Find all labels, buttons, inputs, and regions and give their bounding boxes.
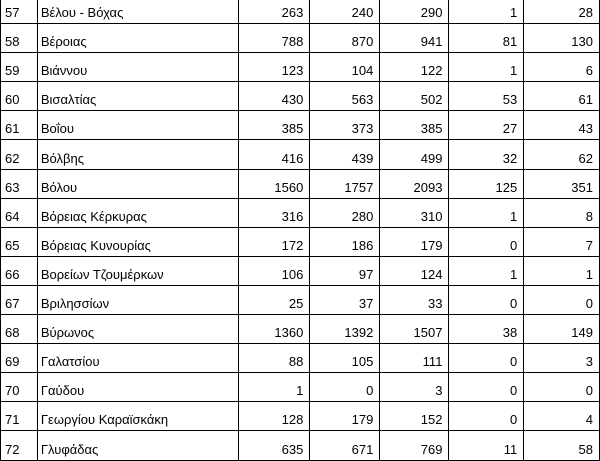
value-cell-col-1: 263 xyxy=(238,0,310,24)
value-cell-col-2: 0 xyxy=(310,373,380,402)
value-cell-col-2: 179 xyxy=(310,402,380,431)
row-number-cell: 69 xyxy=(1,344,38,373)
value-cell-col-2: 1392 xyxy=(310,315,380,344)
row-number-cell: 57 xyxy=(1,0,38,24)
value-cell-col-5: 8 xyxy=(524,198,600,227)
table-row xyxy=(1,227,600,256)
value-cell-col-4: 53 xyxy=(449,82,524,111)
table-row xyxy=(1,111,600,140)
value-cell-col-5: 4 xyxy=(524,402,600,431)
value-cell-col-3: 502 xyxy=(380,82,449,111)
value-cell-col-2: 870 xyxy=(310,24,380,53)
municipality-name-cell: Βύρωνος xyxy=(37,315,238,344)
row-number-cell: 62 xyxy=(1,140,38,169)
value-cell-col-2: 373 xyxy=(310,111,380,140)
value-cell-col-5: 149 xyxy=(524,315,600,344)
table-row xyxy=(1,24,600,53)
value-cell-col-4: 0 xyxy=(449,285,524,314)
value-cell-col-1: 128 xyxy=(238,402,310,431)
value-cell-col-1: 1560 xyxy=(238,169,310,198)
value-cell-col-1: 123 xyxy=(238,53,310,82)
table-row xyxy=(1,315,600,344)
value-cell-col-3: 152 xyxy=(380,402,449,431)
municipality-name-cell: Βοΐου xyxy=(37,111,238,140)
municipality-name-cell: Βόλβης xyxy=(37,140,238,169)
row-number-cell: 68 xyxy=(1,315,38,344)
municipality-name-cell: Γλυφάδας xyxy=(37,431,238,460)
value-cell-col-4: 1 xyxy=(449,0,524,24)
value-cell-col-4: 0 xyxy=(449,373,524,402)
table-row xyxy=(1,373,600,402)
table-row xyxy=(1,256,600,285)
municipality-name-cell: Βέλου - Βόχας xyxy=(37,0,238,24)
value-cell-col-5: 0 xyxy=(524,373,600,402)
row-number-cell: 70 xyxy=(1,373,38,402)
row-number-cell: 71 xyxy=(1,402,38,431)
value-cell-col-5: 61 xyxy=(524,82,600,111)
value-cell-col-2: 37 xyxy=(310,285,380,314)
value-cell-col-5: 7 xyxy=(524,227,600,256)
value-cell-col-4: 125 xyxy=(449,169,524,198)
table-body xyxy=(1,0,600,460)
municipality-name-cell: Βιάννου xyxy=(37,53,238,82)
municipality-name-cell: Βόρειας Κυνουρίας xyxy=(37,227,238,256)
municipality-name-cell: Γαύδου xyxy=(37,373,238,402)
row-number-cell: 67 xyxy=(1,285,38,314)
table-row xyxy=(1,402,600,431)
value-cell-col-1: 1 xyxy=(238,373,310,402)
value-cell-col-3: 941 xyxy=(380,24,449,53)
value-cell-col-5: 62 xyxy=(524,140,600,169)
value-cell-col-3: 33 xyxy=(380,285,449,314)
value-cell-col-4: 0 xyxy=(449,402,524,431)
table-row xyxy=(1,53,600,82)
value-cell-col-4: 1 xyxy=(449,53,524,82)
value-cell-col-3: 122 xyxy=(380,53,449,82)
table-row xyxy=(1,82,600,111)
value-cell-col-1: 1360 xyxy=(238,315,310,344)
value-cell-col-2: 1757 xyxy=(310,169,380,198)
value-cell-col-2: 97 xyxy=(310,256,380,285)
row-number-cell: 59 xyxy=(1,53,38,82)
value-cell-col-5: 3 xyxy=(524,344,600,373)
municipality-name-cell: Βέροιας xyxy=(37,24,238,53)
value-cell-col-4: 0 xyxy=(449,227,524,256)
table-row xyxy=(1,285,600,314)
municipality-name-cell: Βριλησσίων xyxy=(37,285,238,314)
value-cell-col-2: 104 xyxy=(310,53,380,82)
value-cell-col-5: 58 xyxy=(524,431,600,460)
value-cell-col-4: 81 xyxy=(449,24,524,53)
value-cell-col-4: 32 xyxy=(449,140,524,169)
value-cell-col-3: 111 xyxy=(380,344,449,373)
value-cell-col-3: 310 xyxy=(380,198,449,227)
municipality-name-cell: Βορείων Τζουμέρκων xyxy=(37,256,238,285)
value-cell-col-2: 186 xyxy=(310,227,380,256)
value-cell-col-2: 439 xyxy=(310,140,380,169)
table-row xyxy=(1,169,600,198)
value-cell-col-5: 28 xyxy=(524,0,600,24)
value-cell-col-3: 1507 xyxy=(380,315,449,344)
value-cell-col-4: 0 xyxy=(449,344,524,373)
value-cell-col-3: 290 xyxy=(380,0,449,24)
municipality-name-cell: Γεωργίου Καραϊσκάκη xyxy=(37,402,238,431)
value-cell-col-1: 788 xyxy=(238,24,310,53)
value-cell-col-2: 671 xyxy=(310,431,380,460)
value-cell-col-1: 316 xyxy=(238,198,310,227)
municipality-name-cell: Βισαλτίας xyxy=(37,82,238,111)
value-cell-col-2: 105 xyxy=(310,344,380,373)
value-cell-col-1: 635 xyxy=(238,431,310,460)
value-cell-col-1: 430 xyxy=(238,82,310,111)
table-row xyxy=(1,344,600,373)
row-number-cell: 65 xyxy=(1,227,38,256)
value-cell-col-4: 1 xyxy=(449,256,524,285)
value-cell-col-5: 43 xyxy=(524,111,600,140)
row-number-cell: 64 xyxy=(1,198,38,227)
value-cell-col-1: 385 xyxy=(238,111,310,140)
municipality-name-cell: Βόλου xyxy=(37,169,238,198)
municipality-name-cell: Γαλατσίου xyxy=(37,344,238,373)
municipality-name-cell: Βόρειας Κέρκυρας xyxy=(37,198,238,227)
table-row xyxy=(1,431,600,460)
value-cell-col-1: 88 xyxy=(238,344,310,373)
value-cell-col-1: 172 xyxy=(238,227,310,256)
value-cell-col-5: 0 xyxy=(524,285,600,314)
value-cell-col-4: 38 xyxy=(449,315,524,344)
table-row xyxy=(1,140,600,169)
value-cell-col-4: 11 xyxy=(449,431,524,460)
value-cell-col-3: 385 xyxy=(380,111,449,140)
value-cell-col-1: 106 xyxy=(238,256,310,285)
value-cell-col-5: 1 xyxy=(524,256,600,285)
row-number-cell: 72 xyxy=(1,431,38,460)
value-cell-col-3: 769 xyxy=(380,431,449,460)
value-cell-col-3: 124 xyxy=(380,256,449,285)
row-number-cell: 58 xyxy=(1,24,38,53)
value-cell-col-3: 2093 xyxy=(380,169,449,198)
value-cell-col-2: 563 xyxy=(310,82,380,111)
row-number-cell: 66 xyxy=(1,256,38,285)
value-cell-col-4: 1 xyxy=(449,198,524,227)
value-cell-col-1: 416 xyxy=(238,140,310,169)
value-cell-col-5: 130 xyxy=(524,24,600,53)
value-cell-col-5: 351 xyxy=(524,169,600,198)
value-cell-col-2: 240 xyxy=(310,0,380,24)
value-cell-col-2: 280 xyxy=(310,198,380,227)
row-number-cell: 60 xyxy=(1,82,38,111)
value-cell-col-5: 6 xyxy=(524,53,600,82)
row-number-cell: 61 xyxy=(1,111,38,140)
row-number-cell: 63 xyxy=(1,169,38,198)
value-cell-col-3: 3 xyxy=(380,373,449,402)
value-cell-col-4: 27 xyxy=(449,111,524,140)
value-cell-col-1: 25 xyxy=(238,285,310,314)
table-row xyxy=(1,0,600,24)
value-cell-col-3: 179 xyxy=(380,227,449,256)
table-row xyxy=(1,198,600,227)
value-cell-col-3: 499 xyxy=(380,140,449,169)
